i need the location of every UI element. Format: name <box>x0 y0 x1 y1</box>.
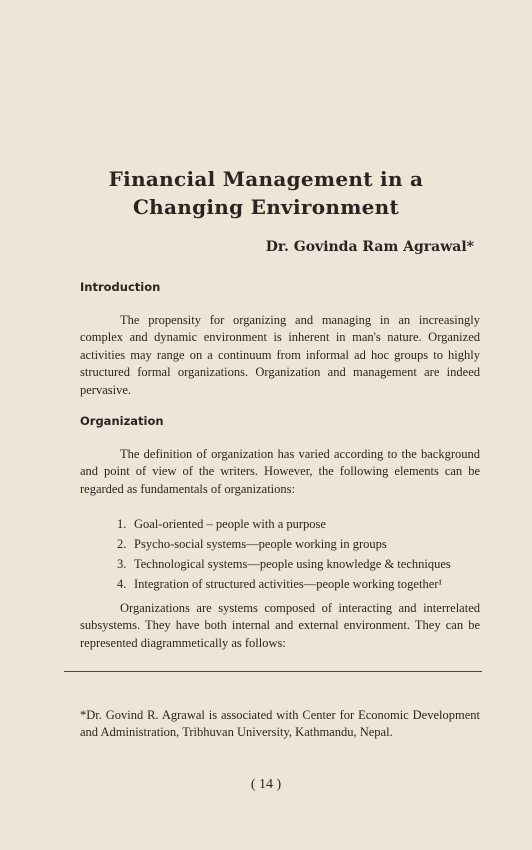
section-heading-introduction: Introduction <box>80 280 161 294</box>
list-item: 4. Integration of structured activities—people working together¹ <box>117 577 443 591</box>
organization-paragraph: The definition of organization has varied according to the background and point of view of the writers. However, the following elements can be regarded as fundamentals of organizations: <box>80 447 480 496</box>
author-footnote: *Dr. Govind R. Agrawal is associated with Center for Economic Development and Administration, Tribhuvan University, Kathmandu, Nepal. <box>80 708 480 740</box>
title-line-1: Financial Management in a <box>108 167 424 191</box>
author-byline: Dr. Govinda Ram Agrawal* <box>265 239 474 255</box>
footnote-divider <box>64 671 482 672</box>
article-title <box>0 165 532 221</box>
page-number: ( 14 ) <box>250 777 282 792</box>
introduction-paragraph: The propensity for organizing and managing in an increasingly complex and dynamic environment is inherent in man's nature. Organized activities may range on a continuum from informal ad hoc groups to highly structured formal organizations. Organization and management are indeed pervasive. <box>80 313 480 397</box>
list-item: 2. Psycho-social systems—people working in groups <box>117 537 387 551</box>
closing-paragraph: Organizations are systems composed of interacting and interrelated subsystems. They have both internal and external environment. They can be represented diagrammetically as follows: <box>80 601 480 650</box>
list-item: 3. Technological systems—people using knowledge & techniques <box>117 557 451 571</box>
section-heading-organization: Organization <box>80 414 164 428</box>
title-line-2: Changing Environment <box>132 195 400 219</box>
fundamentals-list <box>117 514 487 594</box>
list-item: 1. Goal-oriented – people with a purpose <box>117 517 326 531</box>
